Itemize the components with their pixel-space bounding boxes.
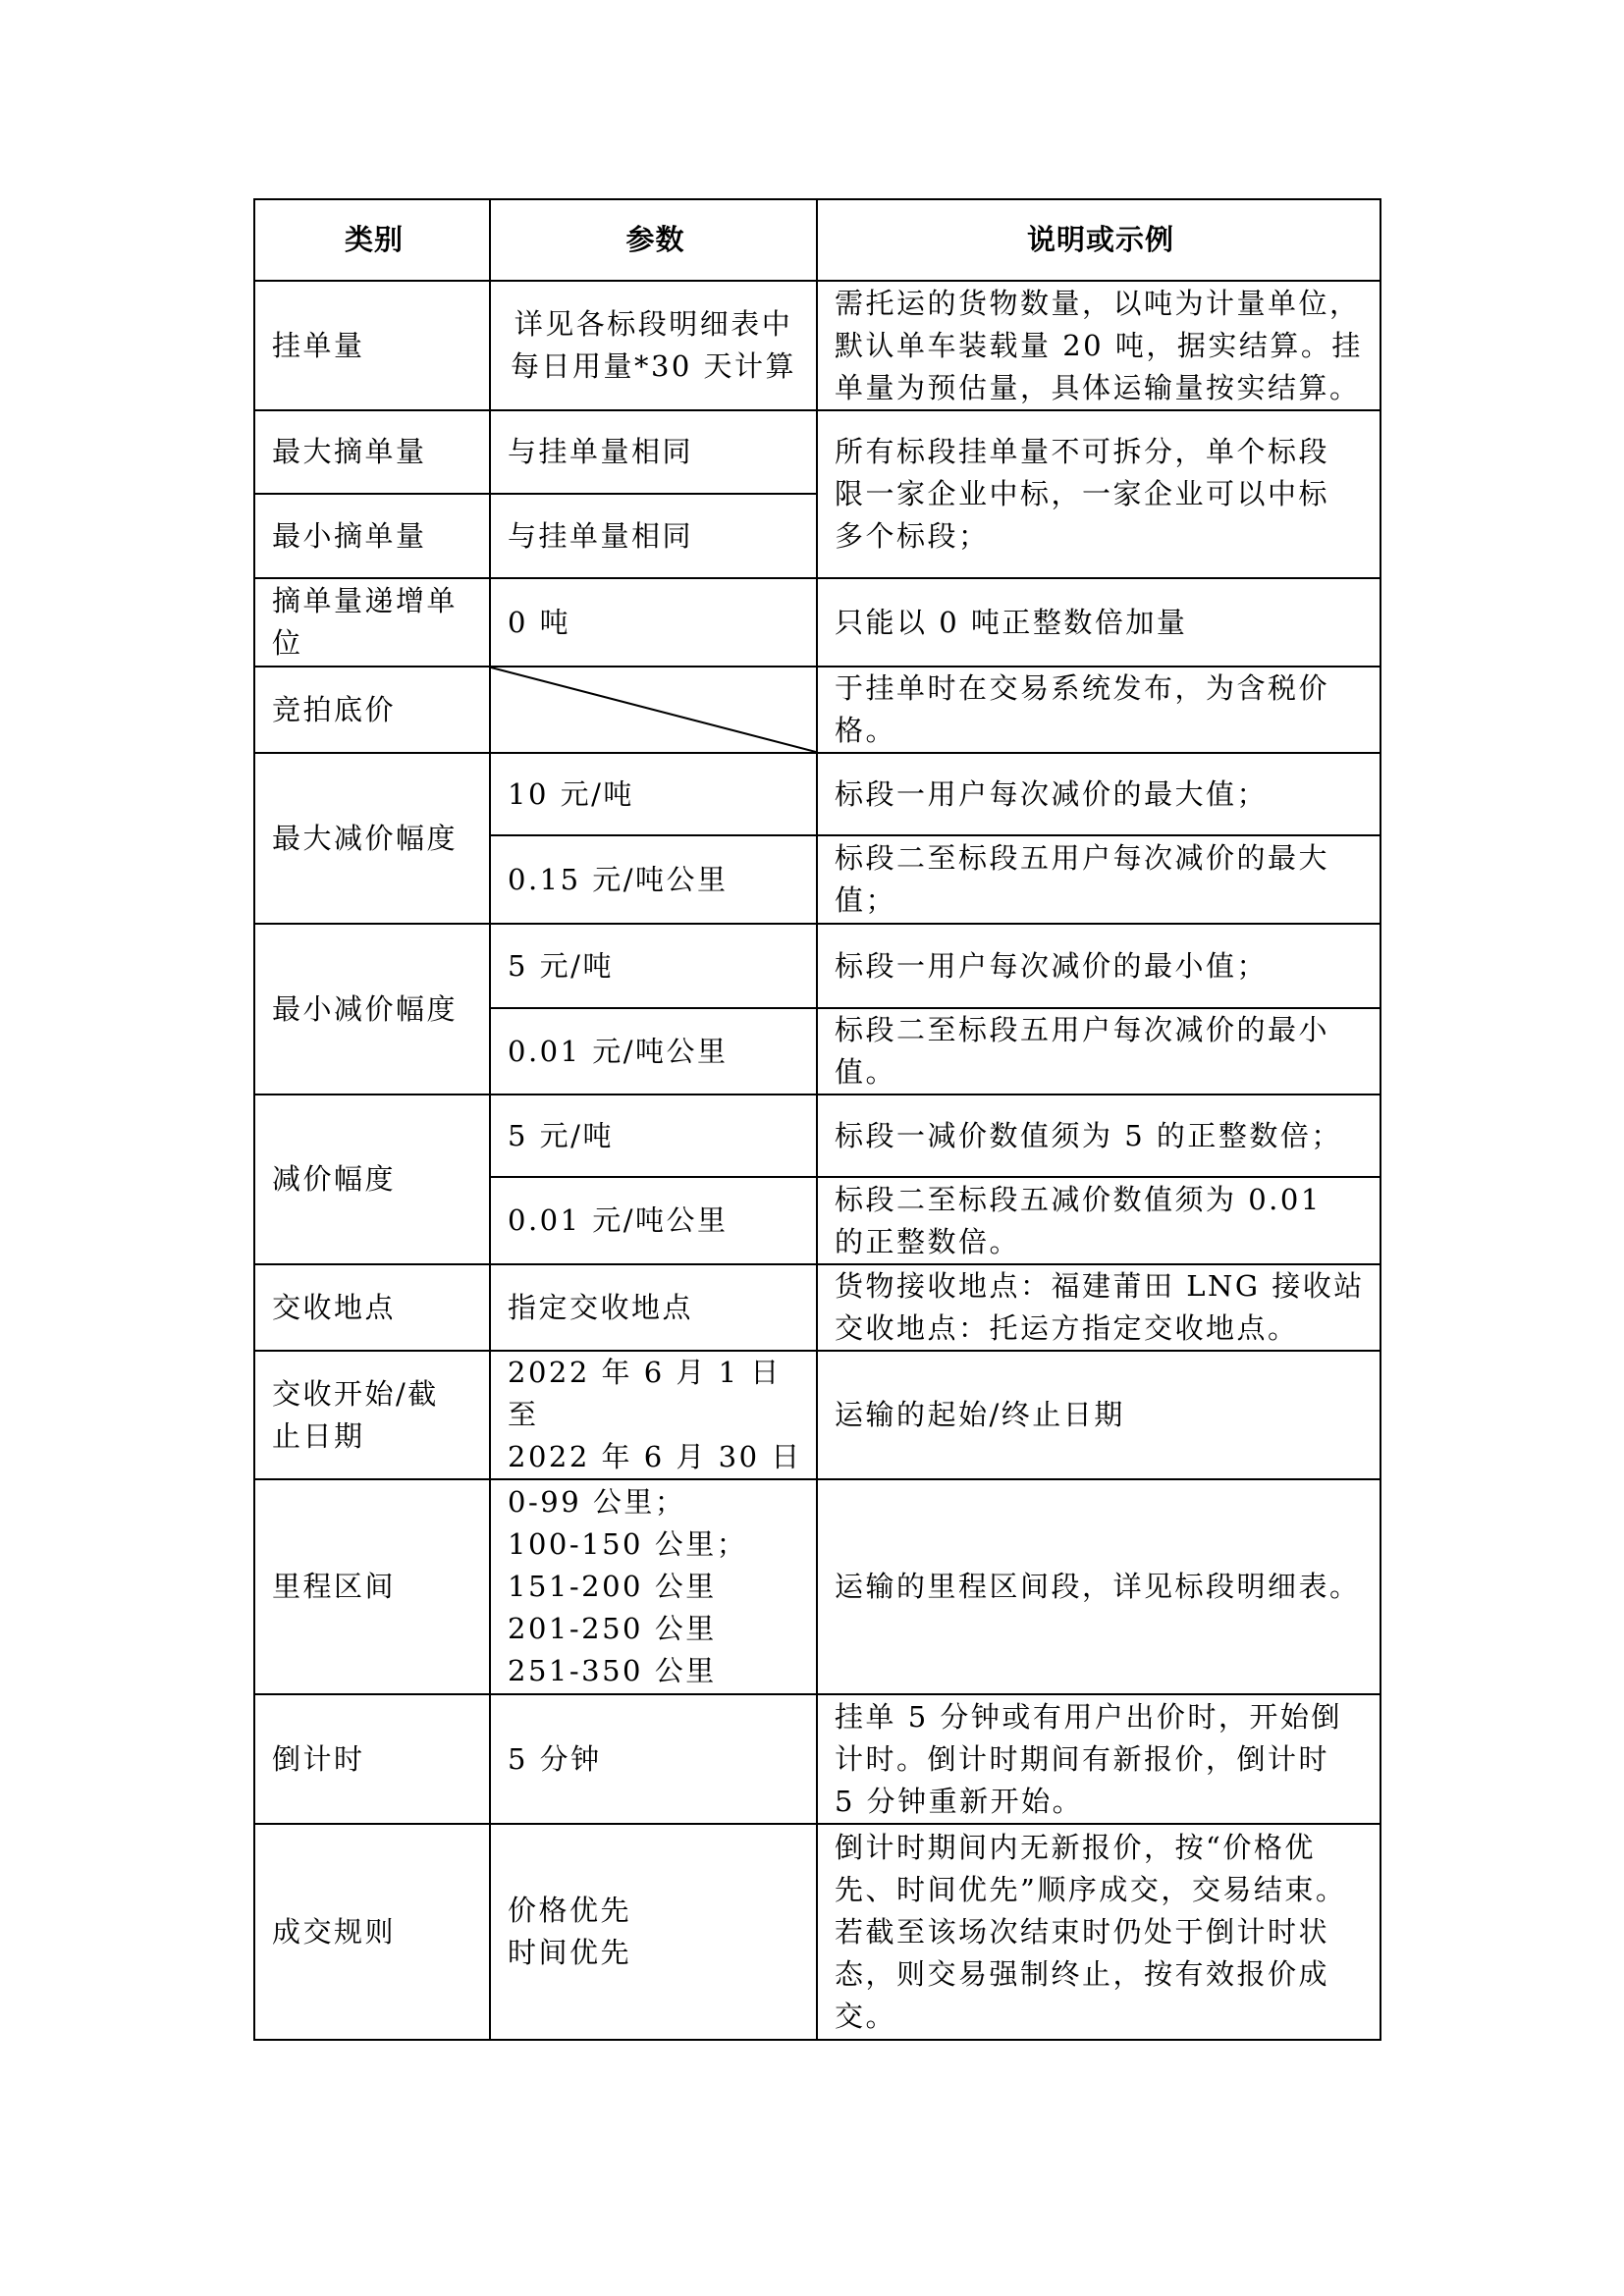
table-row (254, 1095, 1380, 1177)
table-row (254, 1824, 1380, 2040)
parameter-delivery-dates: 2022 年 6 月 1 日至 2022 年 6 月 30 日 (490, 1351, 817, 1479)
table-header-row (254, 199, 1380, 281)
parameter-price-reduction-step-2: 0.01 元/吨公里 (490, 1177, 817, 1264)
category-countdown: 倒计时 (254, 1694, 490, 1824)
table-row (254, 1264, 1380, 1351)
description-max-price-reduction-2: 标段二至标段五用户每次减价的最大 值； (817, 835, 1380, 924)
category-delivery-dates: 交收开始/截 止日期 (254, 1351, 490, 1479)
parameter-mileage-range: 0-99 公里； 100-150 公里； 151-200 公里 201-250 公里 251-350 公里 (490, 1479, 817, 1694)
description-countdown: 挂单 5 分钟或有用户出价时，开始倒 计时。倒计时期间有新报价，倒计时 5 分钟重新开始。 (817, 1694, 1380, 1824)
table-row (254, 1351, 1380, 1479)
parameter-max-price-reduction-2: 0.15 元/吨公里 (490, 835, 817, 924)
header-category: 类别 (254, 199, 490, 281)
parameter-deal-rules: 价格优先 时间优先 (490, 1824, 817, 2040)
description-delivery-location: 货物接收地点：福建莆田 LNG 接收站 交收地点：托运方指定交收地点。 (817, 1264, 1380, 1351)
description-listing-quantity: 需托运的货物数量，以吨为计量单位， 默认单车装载量 20 吨，据实结算。挂 单量为预估量，具体运输量按实结算。 (817, 281, 1380, 410)
parameter-min-pick-quantity: 与挂单量相同 (490, 494, 817, 578)
description-min-price-reduction-2: 标段二至标段五用户每次减价的最小 值。 (817, 1008, 1380, 1095)
category-pick-increment-unit: 摘单量递增单 位 (254, 578, 490, 667)
header-description: 说明或示例 (817, 199, 1380, 281)
table-row (254, 924, 1380, 1008)
parameter-auction-floor-price-empty (490, 667, 817, 753)
description-auction-floor-price: 于挂单时在交易系统发布，为含税价 格。 (817, 667, 1380, 753)
table-row (254, 281, 1380, 410)
description-pick-increment-unit: 只能以 0 吨正整数倍加量 (817, 578, 1380, 667)
category-delivery-location: 交收地点 (254, 1264, 490, 1351)
category-min-pick-quantity: 最小摘单量 (254, 494, 490, 578)
category-max-price-reduction: 最大减价幅度 (254, 753, 490, 924)
description-max-price-reduction-1: 标段一用户每次减价的最大值； (817, 753, 1380, 835)
category-mileage-range: 里程区间 (254, 1479, 490, 1694)
description-delivery-dates: 运输的起始/终止日期 (817, 1351, 1380, 1479)
category-max-pick-quantity: 最大摘单量 (254, 410, 490, 494)
category-min-price-reduction: 最小减价幅度 (254, 924, 490, 1095)
diagonal-slash-line (491, 667, 816, 752)
description-mileage-range: 运输的里程区间段，详见标段明细表。 (817, 1479, 1380, 1694)
parameter-pick-increment-unit: 0 吨 (490, 578, 817, 667)
category-deal-rules: 成交规则 (254, 1824, 490, 2040)
header-parameter: 参数 (490, 199, 817, 281)
table-row (254, 1479, 1380, 1694)
category-listing-quantity: 挂单量 (254, 281, 490, 410)
description-price-reduction-step-2: 标段二至标段五减价数值须为 0.01 的正整数倍。 (817, 1177, 1380, 1264)
parameter-delivery-location: 指定交收地点 (490, 1264, 817, 1351)
parameter-countdown: 5 分钟 (490, 1694, 817, 1824)
table-row (254, 1694, 1380, 1824)
table-row (254, 667, 1380, 753)
description-price-reduction-step-1: 标段一减价数值须为 5 的正整数倍； (817, 1095, 1380, 1177)
category-auction-floor-price: 竞拍底价 (254, 667, 490, 753)
description-deal-rules: 倒计时期间内无新报价，按“价格优 先、时间优先”顺序成交，交易结束。 若截至该场次结束时仍处于倒计时状 态，则交易强制终止，按有效报价成 交。 (817, 1824, 1380, 2040)
parameter-price-reduction-step-1: 5 元/吨 (490, 1095, 817, 1177)
parameter-min-price-reduction-2: 0.01 元/吨公里 (490, 1008, 817, 1095)
table-row (254, 578, 1380, 667)
description-pick-quantity: 所有标段挂单量不可拆分，单个标段 限一家企业中标，一家企业可以中标 多个标段； (817, 410, 1380, 578)
parameter-table (253, 198, 1381, 2041)
parameter-max-price-reduction-1: 10 元/吨 (490, 753, 817, 835)
parameter-min-price-reduction-1: 5 元/吨 (490, 924, 817, 1008)
table-row (254, 410, 1380, 494)
parameter-listing-quantity: 详见各标段明细表中 每日用量*30 天计算 (490, 281, 817, 410)
description-min-price-reduction-1: 标段一用户每次减价的最小值； (817, 924, 1380, 1008)
category-price-reduction-step: 减价幅度 (254, 1095, 490, 1264)
parameter-max-pick-quantity: 与挂单量相同 (490, 410, 817, 494)
table-row (254, 753, 1380, 835)
